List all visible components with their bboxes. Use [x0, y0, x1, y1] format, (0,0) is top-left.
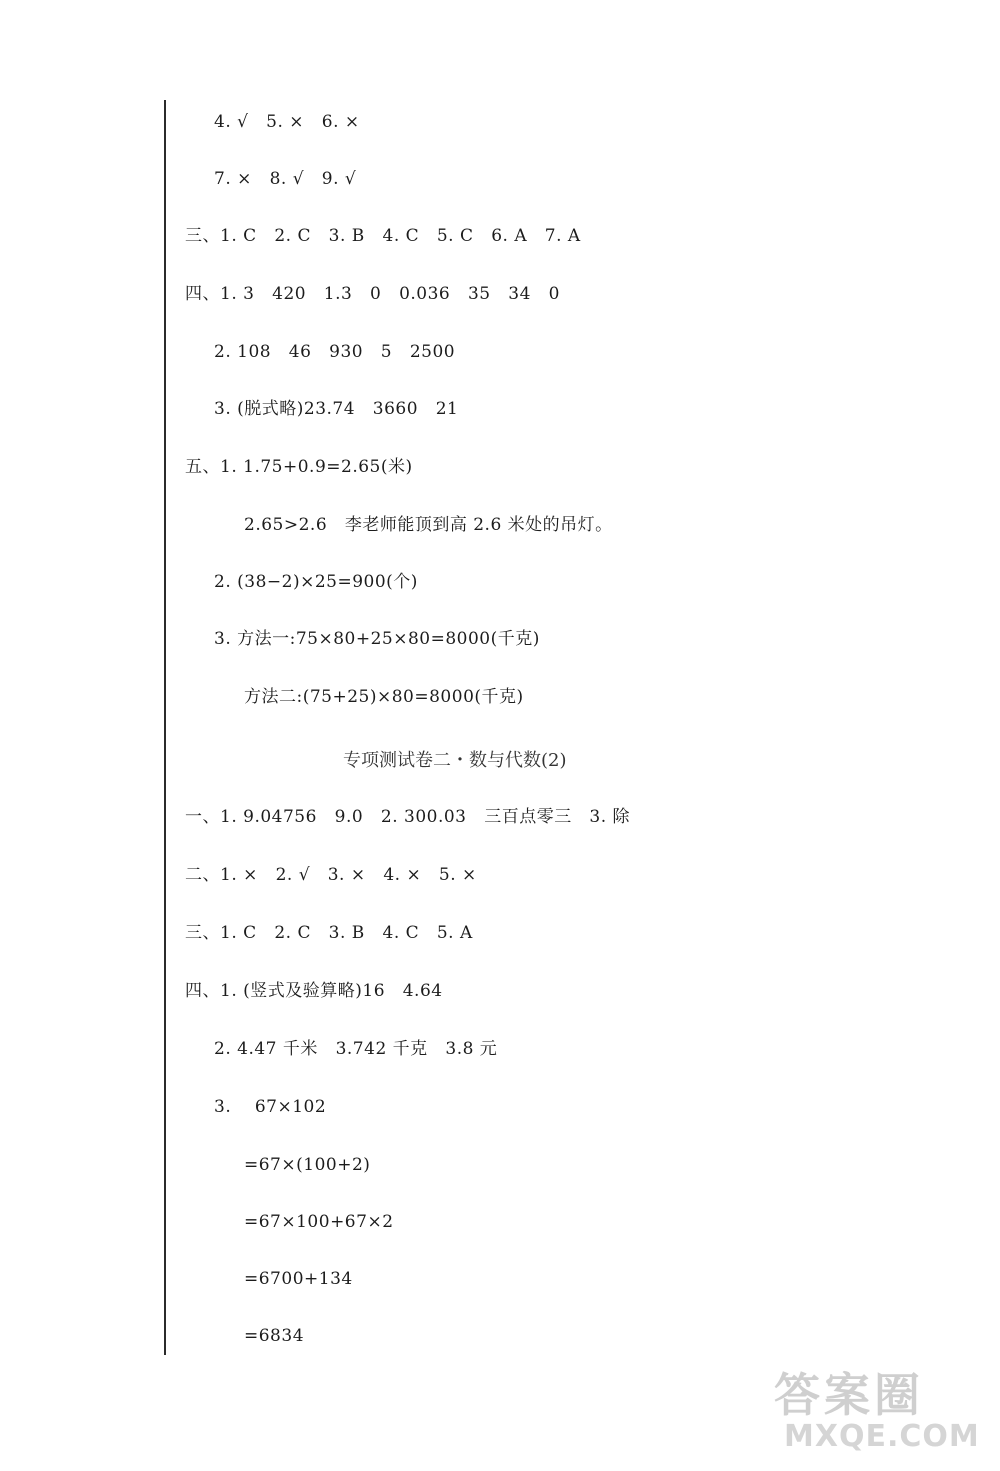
answer-line: 方法二:(75+25)×80=8000(千克): [244, 687, 524, 707]
answer-line: 四、1. 3 420 1.3 0 0.036 35 34 0: [185, 284, 560, 304]
answer-line: 2.65>2.6 李老师能顶到高 2.6 米处的吊灯。: [244, 515, 613, 535]
answer-line: =67×100+67×2: [244, 1212, 394, 1232]
answer-line: 2. 4.47 千米 3.742 千克 3.8 元: [214, 1039, 498, 1059]
answer-line: 2. 108 46 930 5 2500: [214, 342, 456, 362]
watermark: [746, 1359, 986, 1459]
answer-line: 三、1. C 2. C 3. B 4. C 5. C 6. A 7. A: [185, 226, 581, 246]
answer-line: 3. 方法一:75×80+25×80=8000(千克): [214, 629, 540, 649]
answer-line: 五、1. 1.75+0.9=2.65(米): [185, 457, 413, 477]
answer-line: =67×(100+2): [244, 1155, 371, 1175]
answer-line: 二、1. × 2. √ 3. × 4. × 5. ×: [185, 865, 477, 885]
watermark-url: MXQE.COM: [784, 1419, 980, 1454]
watermark-logo: 答案圈: [774, 1368, 924, 1422]
answer-line: =6700+134: [244, 1269, 353, 1289]
answer-line: 三、1. C 2. C 3. B 4. C 5. A: [185, 923, 473, 943]
answer-line: 7. × 8. √ 9. √: [214, 169, 357, 189]
answer-line: 4. √ 5. × 6. ×: [214, 112, 360, 132]
answer-line: =6834: [244, 1326, 305, 1346]
section-title: 专项测试卷二・数与代数(2): [343, 750, 567, 771]
answer-line: 一、1. 9.04756 9.0 2. 300.03 三百点零三 3. 除: [185, 807, 631, 827]
answer-line: 3. 67×102: [214, 1097, 327, 1117]
answer-line: 2. (38−2)×25=900(个): [214, 572, 418, 592]
answer-line: 3. (脱式略)23.74 3660 21: [214, 399, 459, 419]
answer-line: 四、1. (竖式及验算略)16 4.64: [185, 981, 443, 1001]
margin-line: [164, 100, 166, 1355]
